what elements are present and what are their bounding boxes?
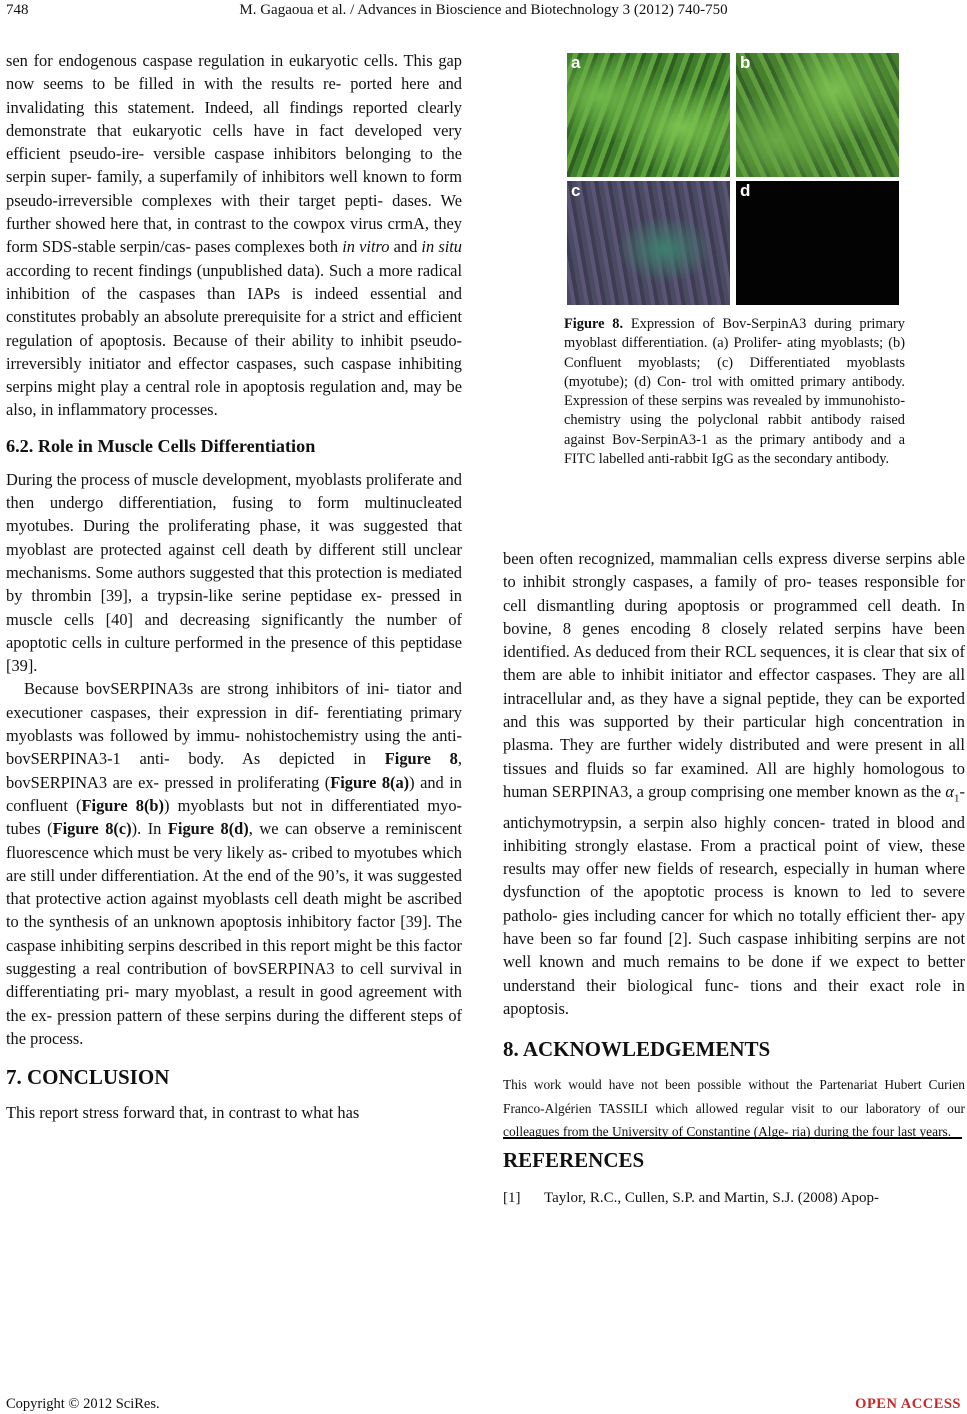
paragraph-serpins-overview: been often recognized, mammalian cells express diverse serpins able to inhibit strongly caspases, a family of pro- teases responsible for cell dismantling during apoptosis or programmed cell death. In bovine, 8 genes encoding 8 closely related serpins have been identified. As deduced from their RCL sequences, it is clear that six of them are able to inhibit initiator and effector caspases. They are all intracellular and, as they have a signal peptide, they can be exported and this was supported by their particular high concentration in plasma. They are further widely distributed and were present in all tissues and fluids so far examined. All are highly homologous to human SERPINA3, a group comprising one member known as the $\alpha_1$-antichymotrypsin, a serpin also highly concen- trated in blood and inhibiting strongly elastase. From a practical point of view, these results may offer new fields of research, especially in human where dysfunction of the apoptotic process is known to led to severe patholo- gies including cancer for which no totally efficient ther- apy have been so far found [2]. Such caspase inhibiting serpins are not well known and much remains to be done if we expect to better understand their biological func- tions and their exact role in apoptosis.	[503, 549, 965, 1018]
figure-ref[interactable]: Figure 8(b)	[81, 795, 164, 815]
paragraph-muscle-development: During the process of muscle development, myoblasts proliferate and then undergo differentiation, fusing to form multinucleated myotubes. During the proliferating phase, it was suggested that myoblast are protected against cell death by different still unclear mechanisms. Some authors suggested that this protection is mediated by thrombin [39], a trypsin-like serine peptidase ex- pressed in muscle cells [40] and decreasing significantly the number of apoptotic cells in culture performed in the presence of this peptidase [39].	[6, 469, 462, 676]
figure-8-caption: Figure 8. Expression of Bov-SerpinA3 during primary myoblast differentiation. (a) Prolifer- ating myoblasts; (b) Confluent myoblasts; (c) Differentiated myoblasts (myotube); (d) Con- trol with omitted primary antibody. Expression of these serpins was revealed by immunohisto- chemistry using the polyclonal rabbit antibody raised against Bov-SerpinA3-1 as the primary antibody and a FITC labelled anti-rabbit IgG as the secondary antibody.	[564, 316, 905, 468]
panel-label: d	[740, 181, 751, 200]
figure-ref[interactable]: Figure 8(d)	[167, 819, 249, 839]
page-number: 748	[6, 2, 29, 18]
section-heading-6-2: 6.2. Role in Muscle Cells Differentiation	[6, 435, 316, 456]
copyright-notice: Copyright © 2012 SciRes.	[6, 1396, 160, 1412]
figure-ref[interactable]: Figure 8(c)	[52, 819, 132, 839]
open-access-label: OPEN ACCESS	[855, 1396, 961, 1412]
references-divider	[503, 1137, 962, 1139]
reference-item: [1] Taylor, R.C., Cullen, S.P. and Martin, S.J. (2008) Apop-	[503, 1190, 880, 1206]
left-column	[6, 49, 462, 1124]
panel-label: b	[740, 53, 751, 72]
figure-ref[interactable]: Figure 8(a)	[330, 772, 410, 792]
paragraph-bovserpina3-expression: Because bovSERPINA3s are strong inhibitors of ini- tiator and executioner caspases, their expression in dif- ferentiating primary myoblasts was followed by immu- nohistochemistry using the anti-bovSERPINA3-1 anti- body. As depicted in Figure 8, bovSERPINA3 are ex- pressed in proliferating (Figure 8(a)) and in confluent (Figure 8(b)) myoblasts but not in differentiated myo- tubes (Figure 8(c)). In Figure 8(d), we can observe a reminiscent fluorescence which must be very likely as- cribed to myotubes which are still under differentiation. At the end of the 90’s, it was suggested that protective action against myoblasts cell death might be ascribed to the synthesis of an unknown apoptosis inhibitory factor [39]. The caspase inhibiting serpins described in this report might be this factor suggesting a real contribution of bovSERPINA3 to cell survival in differentiating pri- mary myoblast, a result in good agreement with the ex- pression pattern of these serpins during the different steps of the process.	[6, 679, 462, 1048]
running-title: M. Gagaoua et al. / Advances in Bioscience and Biotechnology 3 (2012) 740-750	[239, 2, 728, 18]
section-heading-7: 7. CONCLUSION	[6, 1065, 170, 1090]
references-heading: REFERENCES	[503, 1148, 645, 1172]
figure-ref[interactable]: Figure 8	[384, 749, 458, 769]
micrograph-panel-b	[736, 53, 899, 177]
micrograph-panel-d	[736, 181, 899, 305]
acknowledgements-text: This work would have not been possible without the Partenariat Hubert Curien Franco-Algérien TASSILI which allowed regular visit to our laboratory of our colleagues from the University of Constantine (Alge- ria) during the four last years.	[503, 1077, 965, 1140]
micrograph-panel-c	[567, 181, 730, 305]
panel-label: a	[571, 53, 581, 72]
figure-8-image	[567, 53, 899, 305]
paragraph-conclusion: This report stress forward that, in contrast to what has	[6, 1103, 360, 1123]
micrograph-panel-a	[567, 53, 730, 177]
panel-label: c	[571, 181, 581, 200]
section-heading-8: 8. ACKNOWLEDGEMENTS	[503, 1037, 771, 1062]
paragraph-caspase-regulation: sen for endogenous caspase regulation in eukaryotic cells. This gap now seems to be filled in with the results re- ported here and invalidating this statement. Indeed, all findings reported clearly demonstrate that eukaryotic cells have in fact developed very efficient pseudo-ire- versible caspase inhibitors belonging to the serpin super- family, a superfamily of inhibitors well known to form pseudo-irreversible complexes with their target pepti- dases. We further showed here that, in contrast to the cowpox virus crmA, they form SDS-stable serpin/cas- pases complexes both in vitro and in situ according to recent findings (unpublished data). Such a more radical inhibition of the caspases than IAPs is indeed essential and constitutes probably an absolute prerequisite for a strict and efficient regulation of apoptosis. Because of their ability to inhibit pseudo-irreversibly initiator and effector caspases, such caspase inhibiting serpins might play a central role in apoptosis regulation and, may be also, in inflammatory processes.	[6, 51, 462, 420]
right-column	[503, 547, 965, 1144]
